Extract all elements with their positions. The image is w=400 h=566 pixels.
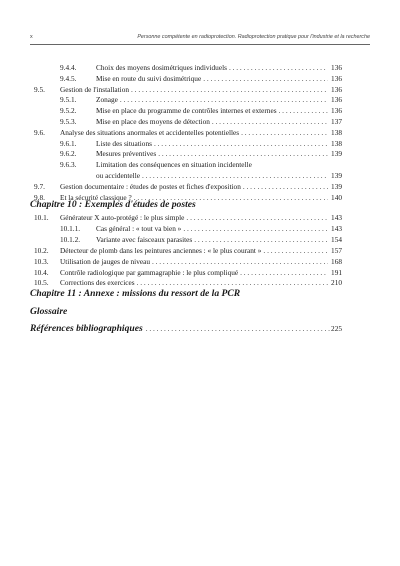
leader-dots bbox=[150, 257, 328, 266]
toc-entry-title: Mesures préventives bbox=[96, 149, 157, 159]
toc-entry-page: 168 bbox=[331, 256, 342, 266]
toc-entry-number: 9.5.2. bbox=[60, 106, 77, 116]
toc-entry-number: 9.6. bbox=[34, 127, 45, 137]
toc-entry-title: Mise en place du programme de contrôles internes et externes bbox=[96, 106, 277, 116]
references-entry bbox=[30, 323, 342, 335]
toc-entry-title: Limitation des conséquences en situation incidentelle bbox=[96, 160, 252, 170]
leader-dots bbox=[184, 213, 328, 222]
running-header bbox=[30, 34, 370, 40]
toc-entry-number: 9.6.1. bbox=[60, 138, 77, 148]
toc-entry-title: Utilisation de jauges de niveau bbox=[60, 256, 150, 266]
toc-entry-title: Générateur X auto-protégé : le plus simple bbox=[60, 213, 185, 222]
toc-entry bbox=[60, 235, 342, 245]
toc-entry bbox=[60, 160, 342, 170]
leader-dots bbox=[210, 117, 328, 126]
leader-dots bbox=[140, 171, 328, 180]
toc-entry-number: 9.4.4. bbox=[60, 63, 77, 72]
glossaire-heading: Glossaire bbox=[30, 306, 68, 317]
toc-entry-page: 139 bbox=[331, 171, 342, 180]
chapter-10-title: Chapitre 10 : Exemples d'études de postes bbox=[30, 199, 196, 210]
header-rule bbox=[30, 44, 370, 45]
toc-entry-title: Variante avec faisceaux parasites bbox=[96, 234, 193, 244]
toc-entry bbox=[34, 182, 342, 192]
leader-dots bbox=[241, 182, 328, 191]
toc-entry-number: 9.8. bbox=[34, 192, 45, 202]
toc-entry-number: 10.1.1. bbox=[60, 223, 81, 233]
leader-dots bbox=[118, 95, 328, 104]
leader-dots bbox=[227, 63, 328, 72]
toc-entry bbox=[34, 257, 342, 267]
toc-entry-page: 136 bbox=[331, 73, 342, 83]
leader-dots bbox=[201, 74, 328, 83]
toc-entry bbox=[60, 224, 342, 234]
toc-entry-title: Corrections des exercices bbox=[60, 278, 135, 288]
toc-entry-title: Choix des moyens dosimétriques individuels bbox=[96, 63, 227, 72]
toc-entry bbox=[34, 278, 342, 288]
toc-entry-page: 210 bbox=[331, 278, 342, 288]
toc-entry bbox=[60, 139, 342, 149]
toc-entry bbox=[60, 171, 342, 181]
page-number: x bbox=[30, 34, 33, 40]
toc-entry-page: 143 bbox=[331, 223, 342, 233]
toc-entry-number: 9.5. bbox=[34, 84, 45, 94]
toc-entry-page: 136 bbox=[331, 63, 342, 72]
leader-dots bbox=[135, 278, 328, 287]
toc-entry-page: 157 bbox=[331, 245, 342, 255]
toc-entry bbox=[60, 106, 342, 116]
toc-entry-page: 140 bbox=[331, 192, 342, 202]
references-label: Références bibliographiques bbox=[30, 323, 143, 334]
toc-entry-number: 9.4.5. bbox=[60, 73, 77, 83]
toc-entry-page: 139 bbox=[331, 181, 342, 191]
leader-dots bbox=[143, 324, 331, 333]
toc-entry-number: 9.5.1. bbox=[60, 95, 77, 105]
references-page: 225 bbox=[331, 324, 342, 333]
toc-entry-number: 10.3. bbox=[34, 256, 49, 266]
toc-entry bbox=[60, 149, 342, 159]
toc-entry bbox=[60, 117, 342, 127]
toc-entry-page: 138 bbox=[331, 127, 342, 137]
leader-dots bbox=[129, 85, 328, 94]
leader-dots bbox=[152, 139, 328, 148]
leader-dots bbox=[192, 235, 328, 244]
leader-dots bbox=[239, 128, 328, 137]
toc-entry-title: Détecteur de plomb dans les peintures anciennes : « le plus courant » bbox=[60, 245, 262, 255]
toc-entry-page: 136 bbox=[331, 106, 342, 116]
leader-dots bbox=[156, 149, 328, 158]
leader-dots bbox=[277, 106, 328, 115]
toc-entry bbox=[60, 63, 342, 73]
running-title: Personne compétente en radioprotection. Radioprotection pratique pour l'industrie et la recherche bbox=[137, 34, 370, 40]
toc-entry bbox=[34, 128, 342, 138]
toc-entry-number: 9.6.3. bbox=[60, 160, 77, 170]
toc-entry bbox=[34, 268, 342, 278]
toc-entry-title: Cas général : « tout va bien » bbox=[96, 223, 182, 233]
toc-entry-number: 9.5.3. bbox=[60, 117, 77, 126]
toc-entry bbox=[34, 246, 342, 256]
toc-entry-page: 136 bbox=[331, 84, 342, 94]
toc-entry-title: Mise en place des moyens de détection bbox=[96, 117, 210, 126]
chapter-11-title: Chapitre 11 : Annexe : missions du ressort de la PCR bbox=[30, 288, 241, 299]
toc-entry-title: Gestion de l'installation bbox=[60, 84, 130, 94]
toc-entry-title: Et la sécurité classique ? bbox=[60, 192, 132, 202]
leader-dots bbox=[181, 224, 328, 233]
leader-dots bbox=[238, 268, 328, 277]
toc-entry bbox=[34, 213, 342, 223]
toc-entry-number: 9.6.2. bbox=[60, 149, 77, 159]
toc-entry-title: ou accidentelle bbox=[96, 171, 140, 180]
toc-entry-title: Contrôle radiologique par gammagraphie : le plus compliqué bbox=[60, 267, 239, 277]
toc-entry-page: 143 bbox=[331, 213, 342, 222]
toc-entry bbox=[34, 85, 342, 95]
toc-entry bbox=[60, 74, 342, 84]
toc-entry-number: 10.5. bbox=[34, 278, 49, 288]
toc-entry-number: 10.4. bbox=[34, 267, 49, 277]
toc-entry-title: Gestion documentaire : études de postes et fiches d'exposition bbox=[60, 181, 241, 191]
toc-entry-page: 139 bbox=[331, 149, 342, 159]
toc-entry-number: 10.1.2. bbox=[60, 234, 81, 244]
toc-entry-page: 154 bbox=[331, 234, 342, 244]
toc-entry-page: 191 bbox=[331, 267, 342, 277]
toc-entry-page: 138 bbox=[331, 138, 342, 148]
toc-entry bbox=[60, 95, 342, 105]
toc-entry-number: 10.1. bbox=[34, 213, 49, 222]
toc-entry-page: 137 bbox=[331, 117, 342, 126]
toc-entry-number: 10.2. bbox=[34, 245, 49, 255]
toc-entry-title: Mise en route du suivi dosimétrique bbox=[96, 73, 202, 83]
toc-entry-title: Zonage bbox=[96, 95, 118, 105]
leader-dots bbox=[261, 246, 328, 255]
toc-entry-title: Analyse des situations anormales et accidentelles potentielles bbox=[60, 127, 240, 137]
toc-entry-page: 136 bbox=[331, 95, 342, 105]
toc-entry-title: Liste des situations bbox=[96, 138, 152, 148]
toc-entry-number: 9.7. bbox=[34, 181, 45, 191]
